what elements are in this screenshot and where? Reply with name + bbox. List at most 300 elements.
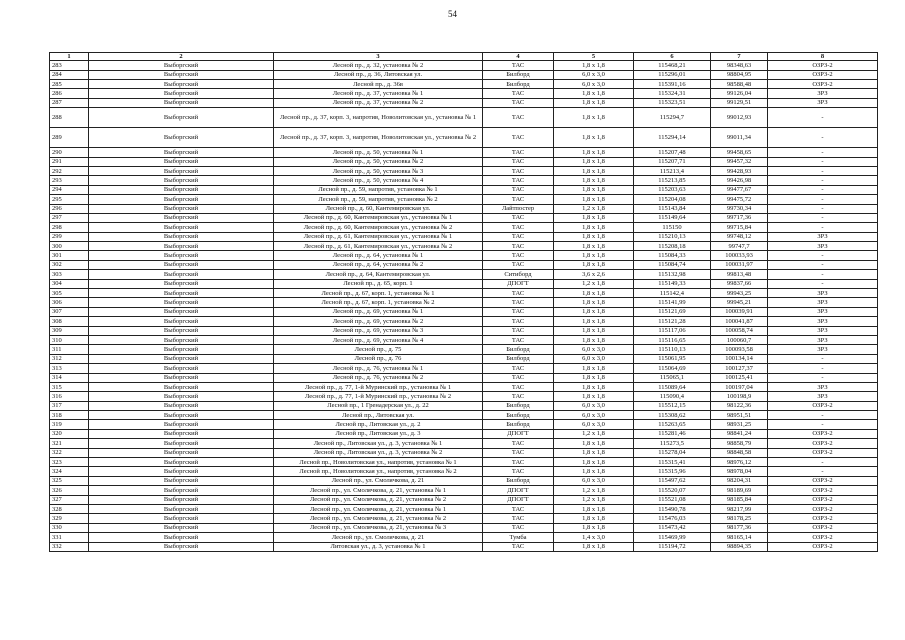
structure-type-cell: Билборд xyxy=(483,420,554,429)
coord-y-cell: 98178,25 xyxy=(711,514,768,523)
district-cell: Выборгский xyxy=(89,392,274,401)
zone-cell: - xyxy=(768,166,878,175)
table-row xyxy=(50,523,878,532)
size-cell: 6,0 х 3,0 xyxy=(554,354,634,363)
zone-cell: - xyxy=(768,213,878,222)
size-cell: 1,2 х 1,8 xyxy=(554,429,634,438)
size-cell: 6,0 х 3,0 xyxy=(554,476,634,485)
table-row xyxy=(50,157,878,166)
district-cell: Выборгский xyxy=(89,79,274,88)
address-cell: Лесной пр., Литовская ул. xyxy=(274,411,483,420)
zone-cell: ЗРЗ xyxy=(768,298,878,307)
coord-y-cell: 98177,36 xyxy=(711,523,768,532)
coord-x-cell: 115210,13 xyxy=(634,232,711,241)
structure-type-cell: Билборд xyxy=(483,345,554,354)
size-cell: 1,2 х 1,8 xyxy=(554,495,634,504)
district-cell: Выборгский xyxy=(89,486,274,495)
zone-cell: ОЗРЗ-2 xyxy=(768,523,878,532)
size-cell: 1,8 х 1,8 xyxy=(554,326,634,335)
table-row xyxy=(50,148,878,157)
structure-type-cell: ТАС xyxy=(483,260,554,269)
size-cell: 1,8 х 1,8 xyxy=(554,108,634,128)
size-cell: 1,8 х 1,8 xyxy=(554,335,634,344)
structure-type-cell: ТАС xyxy=(483,166,554,175)
row-number-cell: 284 xyxy=(50,70,89,79)
district-cell: Выборгский xyxy=(89,505,274,514)
coord-y-cell: 98185,84 xyxy=(711,495,768,504)
address-cell: Литовская ул., д. 3, установка № 1 xyxy=(274,542,483,551)
address-cell: Лесной пр., д. 61, Кантемировская ул., установка № 1 xyxy=(274,232,483,241)
coord-x-cell: 115089,64 xyxy=(634,382,711,391)
coord-x-cell: 115294,14 xyxy=(634,128,711,148)
address-cell: Лесной пр., д. 50, установка № 2 xyxy=(274,157,483,166)
row-number-cell: 313 xyxy=(50,364,89,373)
coord-x-cell: 115084,33 xyxy=(634,251,711,260)
coord-x-cell: 115512,15 xyxy=(634,401,711,410)
coord-x-cell: 115278,04 xyxy=(634,448,711,457)
address-cell: Лесной пр., ул. Смолячкова, д. 21, установка № 1 xyxy=(274,486,483,495)
size-cell: 1,8 х 1,8 xyxy=(554,448,634,457)
coord-y-cell: 99837,66 xyxy=(711,279,768,288)
district-cell: Выборгский xyxy=(89,514,274,523)
coord-y-cell: 99458,65 xyxy=(711,148,768,157)
size-cell: 1,8 х 1,8 xyxy=(554,128,634,148)
coord-y-cell: 98848,58 xyxy=(711,448,768,457)
district-cell: Выборгский xyxy=(89,270,274,279)
coord-x-cell: 115469,99 xyxy=(634,533,711,542)
coord-x-cell: 115323,51 xyxy=(634,98,711,107)
zone-cell: ОЗРЗ-2 xyxy=(768,505,878,514)
district-cell: Выборгский xyxy=(89,439,274,448)
size-cell: 1,8 х 1,8 xyxy=(554,373,634,382)
row-number-cell: 292 xyxy=(50,166,89,175)
row-number-cell: 323 xyxy=(50,458,89,467)
coord-x-cell: 115281,46 xyxy=(634,429,711,438)
coord-y-cell: 99717,36 xyxy=(711,213,768,222)
structure-type-cell: ДПОГТ xyxy=(483,429,554,438)
table-row xyxy=(50,289,878,298)
coord-x-cell: 115207,48 xyxy=(634,148,711,157)
address-cell: Лесной пр., д. 50, установка № 1 xyxy=(274,148,483,157)
row-number-cell: 309 xyxy=(50,326,89,335)
table-row xyxy=(50,251,878,260)
zone-cell: - xyxy=(768,148,878,157)
coord-y-cell: 100127,37 xyxy=(711,364,768,373)
zone-cell: ОЗРЗ-2 xyxy=(768,486,878,495)
district-cell: Выборгский xyxy=(89,335,274,344)
row-number-cell: 319 xyxy=(50,420,89,429)
address-cell: Лесной пр., д. 64, Кантемировская ул. xyxy=(274,270,483,279)
coord-x-cell: 115324,31 xyxy=(634,89,711,98)
coord-x-cell: 115203,63 xyxy=(634,185,711,194)
row-number-cell: 325 xyxy=(50,476,89,485)
coord-x-cell: 115150 xyxy=(634,223,711,232)
zone-cell: ОЗРЗ-2 xyxy=(768,476,878,485)
row-number-cell: 321 xyxy=(50,439,89,448)
address-cell: Лесной пр., д. 59, напротив, установка № 1 xyxy=(274,185,483,194)
structure-type-cell: ТАС xyxy=(483,213,554,222)
coord-y-cell: 99730,34 xyxy=(711,204,768,213)
zone-cell: - xyxy=(768,204,878,213)
row-number-cell: 316 xyxy=(50,392,89,401)
district-cell: Выборгский xyxy=(89,411,274,420)
structure-type-cell: ТАС xyxy=(483,289,554,298)
district-cell: Выборгский xyxy=(89,401,274,410)
coord-y-cell: 100134,14 xyxy=(711,354,768,363)
column-header: 1 xyxy=(50,53,89,61)
coord-x-cell: 115142,4 xyxy=(634,289,711,298)
advertising-sites-table xyxy=(49,52,878,552)
coord-y-cell: 98204,31 xyxy=(711,476,768,485)
table-row xyxy=(50,476,878,485)
structure-type-cell: ТАС xyxy=(483,317,554,326)
structure-type-cell: Билборд xyxy=(483,70,554,79)
zone-cell: ОЗРЗ-2 xyxy=(768,448,878,457)
structure-type-cell: ТАС xyxy=(483,195,554,204)
table-row xyxy=(50,505,878,514)
coord-y-cell: 98894,35 xyxy=(711,542,768,551)
row-number-cell: 306 xyxy=(50,298,89,307)
coord-y-cell: 99477,67 xyxy=(711,185,768,194)
coord-x-cell: 115263,65 xyxy=(634,420,711,429)
zone-cell: ЗРЗ xyxy=(768,326,878,335)
address-cell: Лесной пр., д. 36в xyxy=(274,79,483,88)
coord-x-cell: 115064,69 xyxy=(634,364,711,373)
row-number-cell: 328 xyxy=(50,505,89,514)
structure-type-cell: ДПОГТ xyxy=(483,486,554,495)
size-cell: 1,8 х 1,8 xyxy=(554,364,634,373)
zone-cell: - xyxy=(768,195,878,204)
table-row xyxy=(50,364,878,373)
structure-type-cell: ТАС xyxy=(483,373,554,382)
coord-y-cell: 100039,91 xyxy=(711,307,768,316)
address-cell: Лесной пр., ул. Смолячкова, д. 21, установка № 2 xyxy=(274,495,483,504)
structure-type-cell: ТАС xyxy=(483,505,554,514)
zone-cell: ЗРЗ xyxy=(768,317,878,326)
structure-type-cell: ТАС xyxy=(483,298,554,307)
district-cell: Выборгский xyxy=(89,213,274,222)
size-cell: 1,8 х 1,8 xyxy=(554,176,634,185)
district-cell: Выборгский xyxy=(89,317,274,326)
table-row xyxy=(50,185,878,194)
address-cell: Лесной пр., д. 69, установка № 4 xyxy=(274,335,483,344)
row-number-cell: 299 xyxy=(50,232,89,241)
size-cell: 1,8 х 1,8 xyxy=(554,195,634,204)
coord-y-cell: 99011,34 xyxy=(711,128,768,148)
district-cell: Выборгский xyxy=(89,98,274,107)
zone-cell: - xyxy=(768,108,878,128)
size-cell: 1,8 х 1,8 xyxy=(554,166,634,175)
structure-type-cell: ТАС xyxy=(483,439,554,448)
size-cell: 1,8 х 1,8 xyxy=(554,213,634,222)
address-cell: Лесной пр., д. 60, Кантемировская ул. xyxy=(274,204,483,213)
size-cell: 1,8 х 1,8 xyxy=(554,523,634,532)
row-number-cell: 329 xyxy=(50,514,89,523)
size-cell: 1,8 х 1,8 xyxy=(554,542,634,551)
coord-y-cell: 100197,04 xyxy=(711,382,768,391)
row-number-cell: 298 xyxy=(50,223,89,232)
address-cell: Лесной пр., ул. Смолячкова, д. 21 xyxy=(274,533,483,542)
district-cell: Выборгский xyxy=(89,467,274,476)
address-cell: Лесной пр., ул. Смолячкова, д. 21, установка № 2 xyxy=(274,514,483,523)
table-row xyxy=(50,213,878,222)
row-number-cell: 326 xyxy=(50,486,89,495)
table-row xyxy=(50,79,878,88)
zone-cell: - xyxy=(768,176,878,185)
coord-y-cell: 99475,72 xyxy=(711,195,768,204)
address-cell: Лесной пр., д. 77, 1-й Муринский пр., установка № 1 xyxy=(274,382,483,391)
column-header: 7 xyxy=(711,53,768,61)
coord-y-cell: 98951,51 xyxy=(711,411,768,420)
coord-x-cell: 115121,28 xyxy=(634,317,711,326)
coord-y-cell: 99813,48 xyxy=(711,270,768,279)
table-row xyxy=(50,392,878,401)
district-cell: Выборгский xyxy=(89,542,274,551)
structure-type-cell: ТАС xyxy=(483,364,554,373)
district-cell: Выборгский xyxy=(89,108,274,128)
coord-x-cell: 115213,85 xyxy=(634,176,711,185)
coord-y-cell: 98122,36 xyxy=(711,401,768,410)
district-cell: Выборгский xyxy=(89,128,274,148)
zone-cell: - xyxy=(768,128,878,148)
coord-y-cell: 98978,04 xyxy=(711,467,768,476)
structure-type-cell: ДПОГТ xyxy=(483,279,554,288)
table-row xyxy=(50,317,878,326)
size-cell: 1,8 х 1,8 xyxy=(554,61,634,70)
coord-y-cell: 98841,24 xyxy=(711,429,768,438)
address-cell: Лесной пр., д. 59, напротив, установка № 2 xyxy=(274,195,483,204)
size-cell: 1,2 х 1,8 xyxy=(554,204,634,213)
structure-type-cell: Билборд xyxy=(483,401,554,410)
structure-type-cell: ТАС xyxy=(483,157,554,166)
district-cell: Выборгский xyxy=(89,242,274,251)
row-number-cell: 318 xyxy=(50,411,89,420)
district-cell: Выборгский xyxy=(89,70,274,79)
district-cell: Выборгский xyxy=(89,345,274,354)
size-cell: 1,8 х 1,8 xyxy=(554,157,634,166)
zone-cell: ОЗРЗ-2 xyxy=(768,401,878,410)
structure-type-cell: Билборд xyxy=(483,476,554,485)
column-header: 6 xyxy=(634,53,711,61)
size-cell: 1,8 х 1,8 xyxy=(554,289,634,298)
address-cell: Лесной пр., д. 65, корп. 1 xyxy=(274,279,483,288)
coord-y-cell: 98217,99 xyxy=(711,505,768,514)
table-row xyxy=(50,382,878,391)
coord-y-cell: 100041,87 xyxy=(711,317,768,326)
coord-x-cell: 115294,7 xyxy=(634,108,711,128)
row-number-cell: 288 xyxy=(50,108,89,128)
structure-type-cell: ТАС xyxy=(483,448,554,457)
coord-x-cell: 115308,62 xyxy=(634,411,711,420)
size-cell: 1,8 х 1,8 xyxy=(554,242,634,251)
coord-x-cell: 115116,65 xyxy=(634,335,711,344)
table-row xyxy=(50,270,878,279)
coord-x-cell: 115490,78 xyxy=(634,505,711,514)
zone-cell: ОЗРЗ-2 xyxy=(768,70,878,79)
structure-type-cell: ТАС xyxy=(483,89,554,98)
row-number-cell: 290 xyxy=(50,148,89,157)
coord-x-cell: 115194,72 xyxy=(634,542,711,551)
zone-cell: ЗРЗ xyxy=(768,232,878,241)
zone-cell: - xyxy=(768,420,878,429)
size-cell: 6,0 х 3,0 xyxy=(554,411,634,420)
address-cell: Лесной пр., д. 76 xyxy=(274,354,483,363)
coord-y-cell: 99715,84 xyxy=(711,223,768,232)
row-number-cell: 296 xyxy=(50,204,89,213)
table-body xyxy=(50,61,878,552)
table-row xyxy=(50,108,878,128)
zone-cell: ЗРЗ xyxy=(768,242,878,251)
table-row xyxy=(50,429,878,438)
structure-type-cell: ТАС xyxy=(483,148,554,157)
district-cell: Выборгский xyxy=(89,251,274,260)
structure-type-cell: ТАС xyxy=(483,326,554,335)
table-row xyxy=(50,354,878,363)
table-row xyxy=(50,514,878,523)
table-row xyxy=(50,195,878,204)
row-number-cell: 302 xyxy=(50,260,89,269)
table-row xyxy=(50,279,878,288)
structure-type-cell: ТАС xyxy=(483,382,554,391)
structure-type-cell: Билборд xyxy=(483,411,554,420)
zone-cell: ЗРЗ xyxy=(768,307,878,316)
structure-type-cell: ТАС xyxy=(483,467,554,476)
coord-x-cell: 115520,07 xyxy=(634,486,711,495)
size-cell: 1,8 х 1,8 xyxy=(554,223,634,232)
zone-cell: - xyxy=(768,260,878,269)
size-cell: 3,6 х 2,6 xyxy=(554,270,634,279)
zone-cell: - xyxy=(768,270,878,279)
size-cell: 6,0 х 3,0 xyxy=(554,401,634,410)
district-cell: Выборгский xyxy=(89,279,274,288)
row-number-cell: 300 xyxy=(50,242,89,251)
district-cell: Выборгский xyxy=(89,382,274,391)
row-number-cell: 320 xyxy=(50,429,89,438)
column-header: 4 xyxy=(483,53,554,61)
district-cell: Выборгский xyxy=(89,157,274,166)
row-number-cell: 291 xyxy=(50,157,89,166)
row-number-cell: 315 xyxy=(50,382,89,391)
district-cell: Выборгский xyxy=(89,185,274,194)
coord-y-cell: 99426,98 xyxy=(711,176,768,185)
size-cell: 6,0 х 3,0 xyxy=(554,345,634,354)
address-cell: Лесной пр., д. 37, установка № 1 xyxy=(274,89,483,98)
coord-x-cell: 115204,08 xyxy=(634,195,711,204)
district-cell: Выборгский xyxy=(89,166,274,175)
coord-y-cell: 98804,95 xyxy=(711,70,768,79)
size-cell: 1,8 х 1,8 xyxy=(554,317,634,326)
coord-x-cell: 115132,98 xyxy=(634,270,711,279)
zone-cell: - xyxy=(768,279,878,288)
coord-x-cell: 115207,71 xyxy=(634,157,711,166)
table-row xyxy=(50,373,878,382)
size-cell: 1,8 х 1,8 xyxy=(554,148,634,157)
zone-cell: - xyxy=(768,364,878,373)
district-cell: Выборгский xyxy=(89,458,274,467)
address-cell: Лесной пр., д. 50, установка № 4 xyxy=(274,176,483,185)
district-cell: Выборгский xyxy=(89,429,274,438)
district-cell: Выборгский xyxy=(89,533,274,542)
structure-type-cell: ТАС xyxy=(483,242,554,251)
row-number-cell: 305 xyxy=(50,289,89,298)
coord-x-cell: 115315,41 xyxy=(634,458,711,467)
zone-cell: ЗРЗ xyxy=(768,89,878,98)
row-number-cell: 287 xyxy=(50,98,89,107)
table-row xyxy=(50,70,878,79)
address-cell: Лесной пр., д. 67, корп. 1, установка № 1 xyxy=(274,289,483,298)
zone-cell: - xyxy=(768,157,878,166)
row-number-cell: 324 xyxy=(50,467,89,476)
row-number-cell: 304 xyxy=(50,279,89,288)
table-row xyxy=(50,61,878,70)
coord-y-cell: 99126,04 xyxy=(711,89,768,98)
address-cell: Лесной пр., д. 36, Литовская ул. xyxy=(274,70,483,79)
table-row xyxy=(50,166,878,175)
table-row xyxy=(50,542,878,551)
structure-type-cell: ТАС xyxy=(483,542,554,551)
row-number-cell: 294 xyxy=(50,185,89,194)
district-cell: Выборгский xyxy=(89,223,274,232)
table-row xyxy=(50,533,878,542)
structure-type-cell: ТАС xyxy=(483,523,554,532)
row-number-cell: 331 xyxy=(50,533,89,542)
address-cell: Лесной пр., д. 69, установка № 1 xyxy=(274,307,483,316)
address-cell: Лесной пр., д. 32, установка № 2 xyxy=(274,61,483,70)
coord-x-cell: 115473,42 xyxy=(634,523,711,532)
zone-cell: ЗРЗ xyxy=(768,392,878,401)
district-cell: Выборгский xyxy=(89,373,274,382)
row-number-cell: 314 xyxy=(50,373,89,382)
structure-type-cell: ТАС xyxy=(483,176,554,185)
zone-cell: - xyxy=(768,185,878,194)
table-row xyxy=(50,448,878,457)
coord-x-cell: 115521,08 xyxy=(634,495,711,504)
coord-y-cell: 99012,93 xyxy=(711,108,768,128)
zone-cell: ЗРЗ xyxy=(768,382,878,391)
address-cell: Лесной пр., д. 60, Кантемировская ул., установка № 1 xyxy=(274,213,483,222)
coord-x-cell: 115208,18 xyxy=(634,242,711,251)
address-cell: Лесной пр., д. 37, корп. 3, напротив, Новолитовская ул., установка № 2 xyxy=(274,128,483,148)
zone-cell: - xyxy=(768,251,878,260)
row-number-cell: 289 xyxy=(50,128,89,148)
structure-type-cell: ТАС xyxy=(483,335,554,344)
structure-type-cell: ДПОГТ xyxy=(483,495,554,504)
size-cell: 1,8 х 1,8 xyxy=(554,251,634,260)
coord-y-cell: 99945,21 xyxy=(711,298,768,307)
size-cell: 1,8 х 1,8 xyxy=(554,298,634,307)
structure-type-cell: ТАС xyxy=(483,223,554,232)
row-number-cell: 286 xyxy=(50,89,89,98)
coord-x-cell: 115065,1 xyxy=(634,373,711,382)
size-cell: 1,8 х 1,8 xyxy=(554,382,634,391)
coord-x-cell: 115296,01 xyxy=(634,70,711,79)
address-cell: Лесной пр., 1 Гренадерская ул., д. 22 xyxy=(274,401,483,410)
structure-type-cell: Ситиборд xyxy=(483,270,554,279)
structure-type-cell: Лайтпостер xyxy=(483,204,554,213)
size-cell: 1,8 х 1,8 xyxy=(554,458,634,467)
zone-cell: ОЗРЗ-2 xyxy=(768,533,878,542)
page-number: 54 xyxy=(448,9,457,19)
size-cell: 1,8 х 1,8 xyxy=(554,392,634,401)
district-cell: Выборгский xyxy=(89,307,274,316)
table-row xyxy=(50,260,878,269)
size-cell: 1,8 х 1,8 xyxy=(554,260,634,269)
coord-y-cell: 99748,12 xyxy=(711,232,768,241)
coord-y-cell: 99129,51 xyxy=(711,98,768,107)
table-row xyxy=(50,495,878,504)
district-cell: Выборгский xyxy=(89,260,274,269)
coord-y-cell: 100031,97 xyxy=(711,260,768,269)
